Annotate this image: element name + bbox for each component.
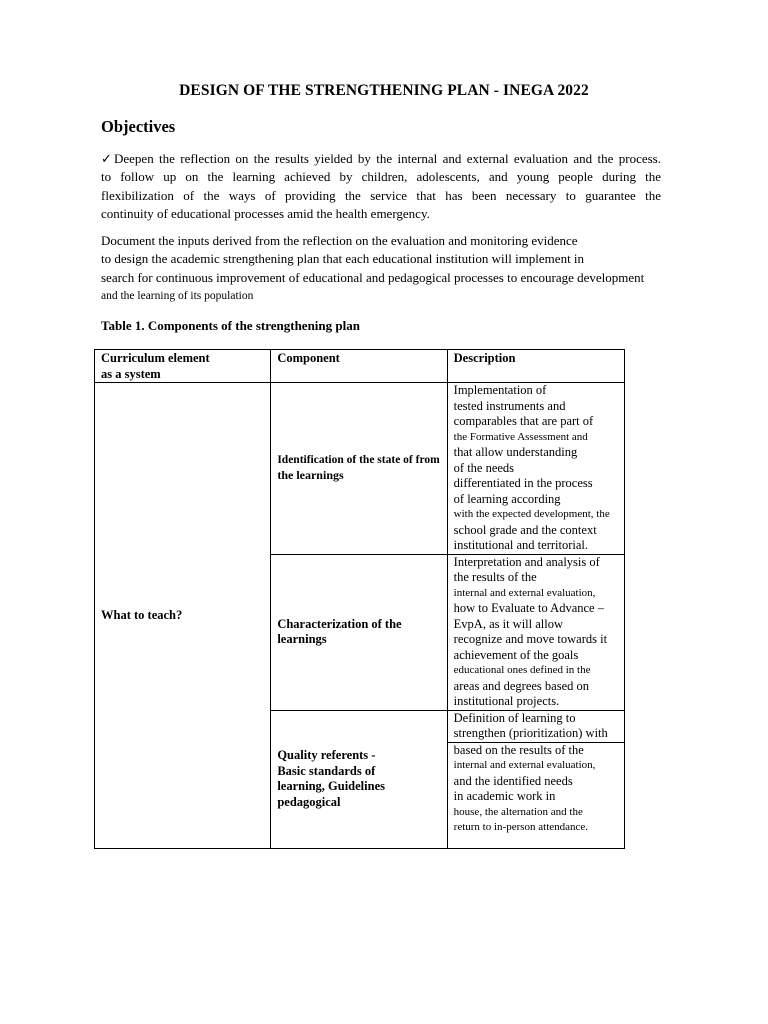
description-line: school grade and the context <box>453 522 597 537</box>
component-line: learnings <box>277 632 327 646</box>
component-cell <box>271 710 447 848</box>
document-title: DESIGN OF THE STRENGTHENING PLAN - INEGA 2022 <box>179 82 589 99</box>
description-cell <box>447 554 624 710</box>
description-line: comparables that are part of <box>453 414 594 428</box>
header-line: Curriculum element <box>101 351 210 365</box>
description-line: in academic work in <box>453 789 556 803</box>
paragraph-line: to follow up on the learning achieved by children, adolescents, and young people during the <box>101 169 661 185</box>
description-line: house, the alternation and the <box>453 805 583 818</box>
description-line: EvpA, as it will allow <box>453 616 564 631</box>
description-line: Implementation of <box>453 383 547 397</box>
paragraph-line: flexibilization of the ways of providing the service that has been necessary to guarantee the <box>101 187 661 203</box>
table-caption: Table 1. Components of the strengthening plan <box>101 318 360 333</box>
description-cell <box>447 383 624 555</box>
component-line: learning, Guidelines <box>277 779 385 793</box>
description-line: achievement of the goals <box>453 647 579 662</box>
description-line: internal and external evaluation, <box>453 586 596 599</box>
description-line: of the needs <box>453 460 515 475</box>
description-line: educational ones defined in the <box>453 664 591 676</box>
description-line: recognize and move towards it <box>453 632 608 646</box>
paragraph-line: ✓Deepen the reflection on the results yielded by the internal and external evaluation and the process. <box>101 151 661 166</box>
header-line: as a system <box>101 366 161 381</box>
description-line: based on the results of the <box>448 742 624 759</box>
objective-paragraph-1 <box>101 150 661 224</box>
row-group-label: What to teach? <box>95 383 271 849</box>
components-table <box>94 349 625 849</box>
description-line: how to Evaluate to Advance – <box>453 601 604 615</box>
description-line: with the expected development, the <box>453 508 610 520</box>
component-line: Quality referents - <box>277 748 376 762</box>
description-line: internal and external evaluation, <box>453 759 596 771</box>
description-line: areas and degrees based on <box>453 678 590 693</box>
description-line: differentiated in the process <box>453 476 593 490</box>
paragraph-line: search for continuous improvement of educational and pedagogical processes to encourage development <box>101 269 645 285</box>
paragraph-line: to design the academic strengthening plan that each educational institution will implement in <box>101 251 585 267</box>
description-line: return to in-person attendance. <box>453 821 589 833</box>
description-line: that allow understanding <box>453 445 578 459</box>
description-line: Definition of learning to <box>453 710 576 725</box>
header-curriculum-element <box>95 350 271 383</box>
description-line: tested instruments and <box>453 398 566 413</box>
component-line: pedagogical <box>277 794 341 809</box>
description-line: Interpretation and analysis of <box>453 554 600 569</box>
paragraph-line: Document the inputs derived from the reflection on the evaluation and monitoring evidence <box>101 233 578 248</box>
paragraph-line: continuity of educational processes amid the health emergency. <box>101 206 430 222</box>
header-description: Description <box>447 350 624 383</box>
objective-paragraph-2 <box>101 232 681 306</box>
description-line: institutional projects. <box>453 694 560 708</box>
description-line: the results of the <box>453 570 537 584</box>
description-line: of learning according <box>453 491 561 506</box>
description-cell <box>447 710 624 848</box>
component-line: Basic standards of <box>277 763 376 778</box>
header-component: Component <box>271 350 447 383</box>
objectives-heading: Objectives <box>101 117 176 136</box>
component-line: the learnings <box>277 468 344 483</box>
description-line: the Formative Assessment and <box>453 430 588 443</box>
paragraph-line: and the learning of its population <box>101 290 254 303</box>
component-line: Identification of the state of from <box>277 453 440 466</box>
description-line: strengthen (prioritization) with <box>453 726 608 740</box>
component-cell <box>271 383 447 555</box>
table-row <box>95 383 625 555</box>
component-line: Characterization of the <box>277 616 402 631</box>
description-line: and the identified needs <box>453 773 573 788</box>
description-line: institutional and territorial. <box>453 538 589 552</box>
component-cell <box>271 554 447 710</box>
table-header-row <box>95 350 625 383</box>
